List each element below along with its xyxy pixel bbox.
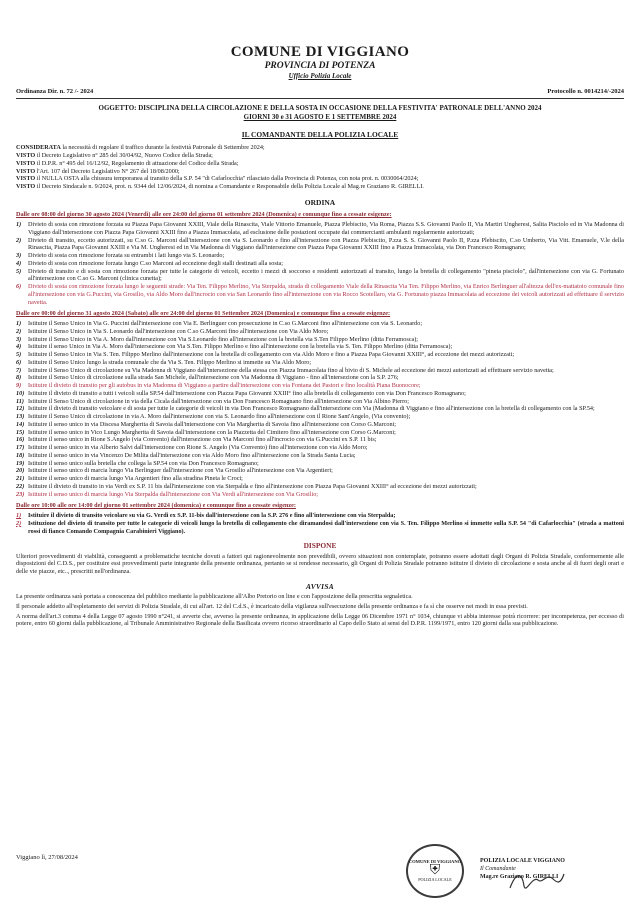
- premise-text: il Decreto Sindacale n. 9/2024, prot. n. 9344 del 12/06/2024, di nomina a Comandante e Responsabile della Polizia Locale al Mag.re Graziano R. GIRELLI.: [35, 183, 424, 191]
- list-item: [16, 390, 624, 398]
- letterhead: [16, 44, 624, 80]
- list-item: [16, 359, 624, 367]
- premise-keyword: VISTO: [16, 167, 36, 175]
- item-number: 16): [16, 436, 25, 444]
- item-text: Istituire il divieto di transito in via Verdi ex S.P. 11 bis dall'intersezione con via Sterpalda e fino all'intersezione con Piazza Papa Giovanni XXIII° ad eccezione dei mezzi autorizzati;: [28, 482, 477, 490]
- item-text: Istituire il Senso Unico in Via G. Puccini dall'intersezione con Via E. Berlinguer con prosecuzione in C.so G.Marconi fino all'intersezione con via S. Leonardo;: [28, 320, 423, 328]
- premise-text: il Decreto Legislativo n° 285 del 30/04/92, Nuovo Codice della Strada;: [35, 152, 213, 160]
- item-text: Istituire il Senso Unico di circolazione sulla strada San Michele, dall'intersezione con Via Madonna di Viggiano - fino all'intersezione con la S.P. 276;: [28, 374, 399, 382]
- item-number: 2): [16, 327, 22, 335]
- list-item: [16, 351, 624, 359]
- avvisa-paragraph: Il personale addetto all'espletamento dei servizi di Polizia Stradale, di cui all'art. 12 del C.d.S., è incaricato della vigilanza sull'esecuzione della presente ordinanza e fa sì che osserve nei modi in essa previsti.: [16, 602, 528, 610]
- premise-line: [16, 168, 624, 176]
- sign-name: Mag.re Graziano R. GIRELLI: [480, 873, 559, 880]
- avvisa-text: [16, 593, 624, 628]
- item-text: Istituire il Senso Unico lungo la strada comunale che da Via S. Ten. Filippo Merlino si immette su Via Aldo Moro;: [28, 358, 312, 366]
- item-number: 3): [16, 335, 22, 343]
- premise-text: il D.P.R. n° 495 del 16/12/92, Regolamento di attuazione del Codice della Strada;: [35, 159, 239, 167]
- list-item: [16, 382, 624, 390]
- phase-2-title: Dalle ore 00:00 del giorno 31 agosto 2024 (Sabato) alle ore 24:00 del giorno 01 Settembre 2024 (Domenica) e comunque fino a cessate esigenze:: [16, 310, 391, 318]
- item-text: Divieto di transito e di sosta con rimozione forzata per tutte le categorie di veicoli, eccetto i mezzi di soccorso e residenti autorizzati al transito, lungo la bretella di collegamento "pineta pisciolo", dall'intersezione con via G. Fortunato all'intersezione con C.so G. Marconi (clinica cunetta);: [28, 267, 624, 283]
- premise-line: [16, 160, 624, 168]
- list-item: [16, 367, 624, 375]
- list-item: [16, 436, 624, 444]
- protocollo-number: Protocollo n. 0014214/-2024: [547, 88, 624, 96]
- item-number: 1): [16, 221, 22, 229]
- item-text: Istituire il divieto di transito a tutti i veicoli sulla SP.54 dall'intersezione con Piazza Papa Giovanni XXIII° fino alla bretella di collegamento con via Don Francesco Romagnano;: [28, 389, 466, 397]
- item-number: 22): [16, 482, 25, 490]
- item-number: 15): [16, 428, 25, 436]
- item-text: Istituire il Senso Unico in Via A. Moro dall'intersezione con Via S.Leonardo fino all'intersezione con la bretella via S.Ten Filippo Merlino (ditta Ferramosca);: [28, 335, 419, 343]
- list-item: [16, 483, 624, 491]
- list-item: [16, 405, 624, 413]
- official-stamp: [406, 844, 464, 898]
- provincia-title: PROVINCIA DI POTENZA: [264, 60, 376, 71]
- item-number: 13): [16, 413, 25, 421]
- stamp-top-text: COMUNE DI VIGGIANO: [408, 858, 462, 864]
- item-text: Istituire il senso unico di marcia lungo Via Sterpalda dall'intersezione con Via Verdi all'intersezione con Via Grosilio;: [28, 490, 319, 498]
- item-number: 5): [16, 267, 22, 275]
- item-text: Istituire il Senso Unico di circolazione su Via Madonna di Viggiano dall'intersezione della stessa con Piazza Immacolata fino al bivio di S. Michele ad eccezione dei mezzi autorizzati ad effettuare servizio navetta;: [28, 366, 554, 374]
- list-item: [16, 260, 624, 268]
- item-text: Istituire il senso unico in Rione S.Angelo (via Convento) dall'intersezione con Via Marconi fino all'incrocio con via G.Puccini ex S.P. 11 bis;: [28, 436, 377, 444]
- crest-icon: ⛨: [429, 863, 441, 879]
- list-item: [16, 413, 624, 421]
- item-number: 2): [16, 519, 22, 527]
- item-number: 18): [16, 451, 25, 459]
- item-text: Divieto di sosta con rimozione forzata su Piazza Papa Giovanni XXIII, Viale della Rinascita, Viale Vittorio Emanuele, Piazza Plebiscito, Via Roma, Piazza S.S. Giovanni Paolo II, Via Martiri Ungheresi, Salita Pisciolo ed in Via Madonna di Viggiano dall'intersezione con Piazza Papa Giovanni XXIII fino a Piazza Immacolata, ad esclusione delle postazioni occupate dai commercianti ambulanti regolarmente autorizzati;: [28, 221, 624, 236]
- premise-keyword: VISTO: [16, 152, 36, 160]
- item-text: Istituire il divieto di transito veicolare su via G. Verdi ex S.P. 11-bis dall'intersezione con la S.P. 276 e fino all'intersezione con via Sterpalda;: [28, 512, 396, 520]
- comune-title: COMUNE DI VIGGIANO: [230, 44, 410, 60]
- premise-line: [16, 144, 624, 152]
- dispone-heading: DISPONE: [303, 541, 337, 551]
- avvisa-paragraph: La presente ordinanza sarà portata a conoscenza del pubblico mediante la pubblicazione all'Albo Pretorio on line e con l'apposizione della prescritta segnaletica.: [16, 593, 413, 601]
- item-text: Istituire il senso unico di marcia lungo Via Berlinguer dall'intersezione con Via Grosilio all'intersezione con Via Argentieri;: [28, 467, 333, 475]
- list-item: [16, 467, 624, 475]
- item-number: 14): [16, 420, 25, 428]
- item-number: 12): [16, 405, 25, 413]
- item-number: 4): [16, 343, 22, 351]
- subject: [16, 104, 624, 121]
- item-text: Divieto di transito, eccetto autorizzati, su C.so G. Marconi dall'intersezione con via S. Leonardo e fino all'intersezione con Piazza Plebiscito, P.zza S. S. Giovanni Paolo II, P.zza Plebiscito, C.so Umberto, Via Vitt. Emanuele, V.le della Rinascita, Piazza Papa Giovanni XXIII e Via M. Ungheresi ed in Via Madonna di Viggiano dall'intersezione con Piazza Papa Giovanni XXIII fino a Piazza Immacolata, via Don Francesco Romagnano;: [28, 236, 624, 252]
- subject-line-1: OGGETTO: DISCIPLINA DELLA CIRCOLAZIONE E DELLA SOSTA IN OCCASIONE DELLA FESTIVITA' PATRONALE DELL'ANNO 2024: [98, 104, 542, 113]
- sign-office: POLIZIA LOCALE VIGGIANO: [480, 858, 565, 864]
- phase-2-list: [16, 320, 624, 498]
- list-item: [16, 328, 624, 336]
- item-text: Istituire il senso unico in via Discesa Margherita di Savoia dall'intersezione con Via Margherita di Savoia fino all'intersezione con Corso G.Marconi;: [28, 420, 397, 428]
- premise-text: la necessità di regolare il traffico durante la festività Patronale di Settembre 2024;: [60, 144, 265, 152]
- item-number: 19): [16, 459, 25, 467]
- list-item: [16, 491, 624, 499]
- item-number: 7): [16, 366, 22, 374]
- item-text: Istituire il senso unico in Vico Lungo Margherita di Savoia dall'intersezione con la Piazzetta del Cimitero fino all'intersezione con Corso G.Marconi;: [28, 428, 396, 436]
- list-item: [16, 429, 624, 437]
- premise-keyword: CONSIDERATA: [16, 144, 61, 152]
- phase-1-title: Dalle ore 08:00 del giorno 30 agosto 2024 (Venerdì) alle ore 24:00 del giorno 01 settembre 2024 (Domenica) e comunque fino a cessate esigenze:: [16, 211, 392, 219]
- phase-3-title: Dalle ore 10:00 alle ore 14:00 del giorno 01 settembre 2024 (domenica) e comunque fino a cessate esigenze:: [16, 502, 296, 510]
- premises-list: [16, 144, 624, 191]
- item-text: Istituire il senso unico sulla bretella che collega la SP.54 con via Don Francesco Romagnano;: [28, 459, 259, 467]
- item-number: 23): [16, 490, 25, 498]
- avvisa-heading: AVVISA: [306, 581, 334, 591]
- item-text: Divieto di sosta con rimozione forzata lungo C.so Marconi ad eccezione degli stalli destinati alla sosta;: [28, 259, 283, 267]
- premise-keyword: VISTO: [16, 183, 36, 191]
- item-number: 4): [16, 259, 22, 267]
- item-number: 20): [16, 467, 25, 475]
- item-number: 21): [16, 475, 25, 483]
- ordina-heading: ORDINA: [304, 197, 336, 207]
- phase-3-list: [16, 512, 624, 535]
- item-number: 5): [16, 351, 22, 359]
- list-item: [16, 343, 624, 351]
- item-text: Divieto di sosta con rimozione forzata lungo le seguenti strade: Via Ten. Filippo Merlino, Via Sterpalda, strada di collegamento Viale della Rinascita Via Ten. Filippo Merlino, via Enrico Berlinguer all'altezza dell'ex-mattatoio comunale fino all'intersezione con via G.Puccini, via Grosilio, via Aldo Moro dall'incrocio con via San Leonardo fino all'intersezione con via Rocco Scotellaro, via G. Fortunato piazza Immacolata ad eccezione dei veicoli autorizzati ad effettuare il servizio navetta.: [28, 283, 624, 306]
- item-text: Divieto di sosta con rimozione forzata su entrambi i lati lungo via S. Leonardo;: [28, 252, 225, 260]
- item-number: 8): [16, 374, 22, 382]
- sign-role: Il Comandante: [480, 865, 516, 872]
- item-number: 17): [16, 444, 25, 452]
- item-number: 11): [16, 397, 24, 405]
- item-text: Istituzione del divieto di transito per tutte le categorie di veicoli lungo la bretella di collegamento che diramandosi dall'intersezione con via S. Ten. Filippo Merlino si immette sulla S.P. 54 "di Cafarlocchia" (strada a mattoni rossi di fianco Comando Compagnia Carabinieri Viggiano).: [28, 519, 624, 535]
- dispone-text: Ulteriori provvedimenti di viabilità, conseguenti a problematiche tecniche dovuti a fattori qui ragionevolmente non prevedibili, ovvero situazioni non contemplate, potranno essere adottati dagli Organi di Polizia Stradale, conformemente alle disposizioni del C.D.S., per costituire essi provvedimenti parte integrante della presente ordinanza, pertanto se si rendesse necessario, gli Organi di Polizia Stradale potranno istituire il divieto di circolazione e sosta anche al di fuori degli orari e delle vie piazze, etc.., prescritti nell'ordinanza.: [16, 552, 624, 576]
- list-item: [16, 336, 624, 344]
- item-text: Istituire il Senso Unico di circolazione in via A. Moro dall'intersezione con via S. Leonardo fino all'intersezione con il Rione Sant'Angelo, (Via convento);: [28, 413, 411, 421]
- list-item: [16, 444, 624, 452]
- list-item: [16, 398, 624, 406]
- list-item: [16, 320, 624, 328]
- list-item: [16, 460, 624, 468]
- list-item: [16, 283, 624, 306]
- signature-scribble-icon: [506, 868, 566, 896]
- item-text: Istituire il divieto di transito veicolare e di sosta per tutte le categorie di veicoli in via Don Francesco Romagnano dall'intersezione con Via (Madonna di Viggiano e fino all'intersezione con la bretella di collegamento con la SP.54;: [28, 405, 595, 413]
- list-item: [16, 237, 624, 253]
- document-numbers: [16, 88, 624, 99]
- premise-text: il NULLA OSTA alla chiusura temporanea al transito della S.P. 54 "di Cafarlocchia" rilasciato dalla Provincia di Potenza, con nota prot. n. 0030064/2024;: [35, 175, 419, 183]
- list-item: [16, 374, 624, 382]
- item-number: 6): [16, 283, 22, 291]
- subject-line-2: GIORNI 30 e 31 AGOSTO E 1 SETTEMBRE 2024: [243, 112, 397, 121]
- item-text: Istituire il Senso Unico di circolazione in via della Cicala dall'intersezione con via Don Francesco Romagnano fino all'intersezione con Via Albino Pierro;: [28, 397, 409, 405]
- premise-keyword: VISTO: [16, 175, 36, 183]
- item-text: Istituire il Senso Unico in Via S. Ten. Filippo Merlino dall'intersezione con la bretella di collegamento con via Aldo Moro e fino a Piazza Papa Giovanni XXIII°, ad eccezione dei mezzi autorizzati;: [28, 351, 515, 359]
- item-text: Istituire il Senso Unico in Via S. Leonardo dall'intersezione con C.so G.Marconi fino all'intersezione con Via Aldo Moro;: [28, 327, 329, 335]
- item-text: Istituire il divieto di transito per gli autobus in via Madonna di Viggiano a partire dall'intersezione con via Fontana dei Pastori e fino località Piana Buonocore;: [28, 382, 421, 390]
- list-item: [16, 512, 624, 520]
- item-number: 2): [16, 236, 22, 244]
- item-text: Istituire il senso Unico in Via A. Moro dall'intersezione con Via S.Ten. Filippo Merlino e fino all'intersezione con la bretella via S. Ten. Filippo Merlino (ditta Ferramosca);: [28, 343, 453, 351]
- list-item: [16, 268, 624, 284]
- premise-line: [16, 183, 624, 191]
- premise-line: [16, 152, 624, 160]
- phase-1-list: [16, 221, 624, 306]
- item-number: 3): [16, 252, 22, 260]
- list-item: [16, 475, 624, 483]
- footer: [16, 844, 624, 900]
- item-number: 1): [16, 320, 22, 328]
- list-item: [16, 221, 624, 237]
- issuer-heading: IL COMANDANTE DELLA POLIZIA LOCALE: [241, 130, 399, 140]
- list-item: [16, 520, 624, 536]
- premise-keyword: VISTO: [16, 159, 36, 167]
- item-number: 1): [16, 512, 22, 520]
- item-number: 10): [16, 389, 25, 397]
- stamp-bottom-text: POLIZIA LOCALE: [418, 877, 452, 883]
- item-text: Istituire il senso unico di marcia lungo Via Argentieri fino alla stradina Pineta le Croci;: [28, 475, 243, 483]
- item-number: 9): [16, 382, 22, 390]
- premise-line: [16, 175, 624, 183]
- list-item: [16, 421, 624, 429]
- item-text: Istituire il senso unico in via Vincenzo De Milita dall'intersezione con via Aldo Moro fino all'intersezione con la Strada Santa Lucia;: [28, 451, 356, 459]
- ordinanza-number: Ordinanza Dir. n. 72 /- 2024: [16, 88, 94, 96]
- list-item: [16, 452, 624, 460]
- avvisa-paragraph: A norma dell'art.3 comma 4 della Legge 07 agosto 1990 n°241, si avverte che, avverso la presente ordinanza, in applicazione della Legge 06 Dicembre 1971 n° 1034, chiunque vi abbia interesse potrà ricorrere: per incompetenza, per eccesso di potere, entro 60 giorni dalla pubblicazione, al Tribunale Amministrativo Regionale della Basilicata ovvero ricorso straordinario al Capo dello Stato ai sensi del D.P.R. 1199/1971, entro 120 giorni dalla sua pubblicazione.: [16, 612, 624, 628]
- ufficio-title: Ufficio Polizia Locale: [288, 71, 352, 80]
- premise-text: l'Art. 107 del Decreto Legislativo N° 267 del 18/08/2000;: [35, 167, 180, 175]
- item-text: Istituire il senso unico in via Alberto Salvi dall'intersezione con Rione S. Angelo (Via Convento) fino all'intersezione con via Aldo Moro;: [28, 444, 368, 452]
- issue-date: Viggiano lì, 27/08/2024: [16, 854, 78, 861]
- item-number: 6): [16, 358, 22, 366]
- list-item: [16, 252, 624, 260]
